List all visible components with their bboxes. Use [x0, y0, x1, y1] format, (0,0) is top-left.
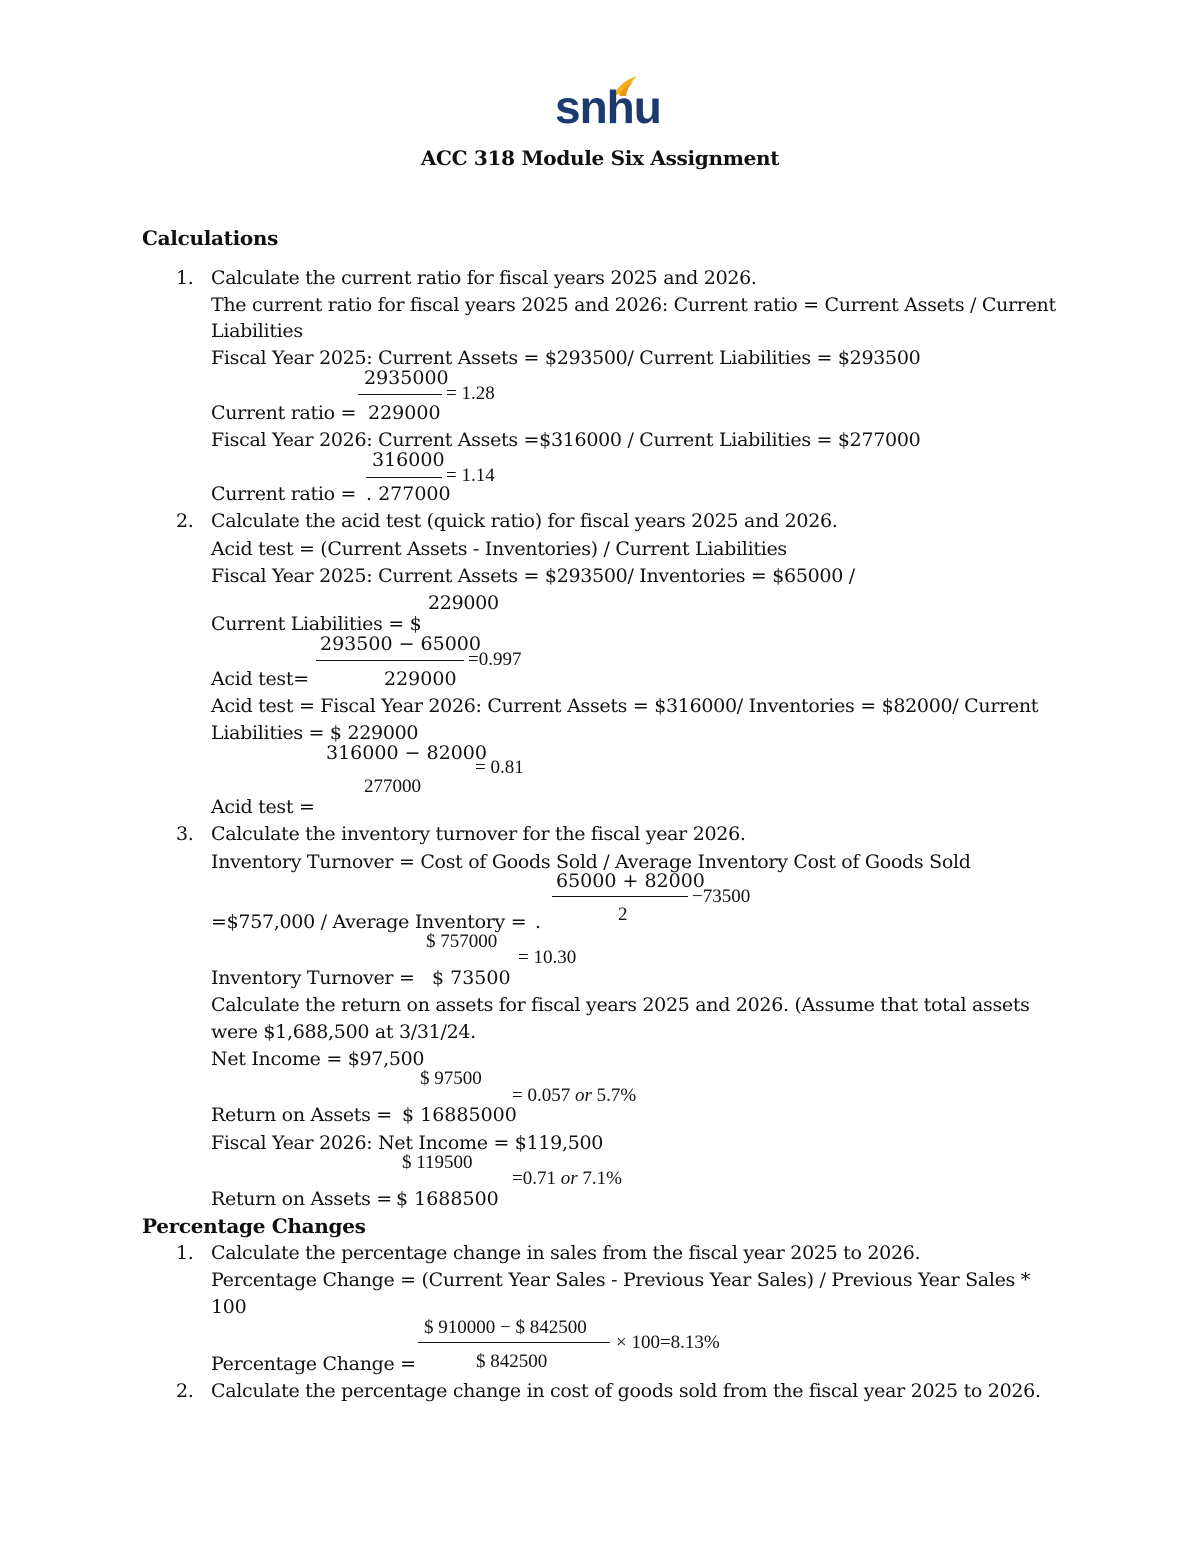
- section-heading-calculations: Calculations: [142, 226, 279, 250]
- q1-fraction1-result: = 1.28: [446, 383, 495, 404]
- roa2-numerator: $ 119500: [402, 1152, 473, 1173]
- roa-fy2026-net-income: Fiscal Year 2026: Net Income = $119,500: [211, 1132, 604, 1154]
- q1-definition-line2: Liabilities: [211, 320, 303, 342]
- p1-fraction-label: Percentage Change =: [211, 1353, 416, 1375]
- q1-fraction1-bar: [358, 394, 442, 395]
- q3-average-denominator: 2: [618, 904, 628, 925]
- q1-definition-line1: The current ratio for fiscal years 2025 and 2026: Current ratio = Current Assets / Current: [211, 294, 1056, 316]
- q1-fraction2-label: Current ratio =: [211, 483, 357, 505]
- q2-fraction2-numerator: 316000 − 82000: [326, 742, 487, 764]
- q1-fraction2-numerator: 316000: [372, 449, 445, 471]
- q2-fy2026-line2: Liabilities = $ 229000: [211, 722, 419, 744]
- q3-turnover-denominator: $ 73500: [432, 967, 511, 989]
- q1-number: 1.: [176, 267, 194, 289]
- snhu-logo: [555, 74, 661, 134]
- roa1-result: [512, 1086, 636, 1106]
- q2-fy2025-liabilities-value: 229000: [428, 592, 499, 614]
- roa1-result-percent: 5.7%: [591, 1085, 637, 1106]
- roa-question-line1: Calculate the return on assets for fiscal years 2025 and 2026. (Assume that total assets: [211, 994, 1030, 1016]
- roa-question-line2: were $1,688,500 at 3/31/24.: [211, 1021, 476, 1043]
- p1-question: Calculate the percentage change in sales from the fiscal year 2025 to 2026.: [211, 1242, 921, 1264]
- q3-average-result: −73500: [692, 886, 751, 907]
- roa2-result-or: or: [560, 1168, 578, 1189]
- roa1-result-or: or: [574, 1085, 592, 1106]
- roa1-result-value: = 0.057: [512, 1085, 575, 1106]
- q2-question: Calculate the acid test (quick ratio) for fiscal years 2025 and 2026.: [211, 510, 838, 532]
- q1-question: Calculate the current ratio for fiscal years 2025 and 2026.: [211, 267, 757, 289]
- q3-average-dot: .: [535, 911, 541, 933]
- q3-turnover-label: Inventory Turnover =: [211, 967, 415, 989]
- logo-wordmark: snhu: [555, 81, 661, 133]
- p1-fraction-numerator: $ 910000 − $ 842500: [424, 1317, 587, 1338]
- p1-definition-line1: Percentage Change = (Current Year Sales - Previous Year Sales) / Previous Year Sales *: [211, 1269, 1030, 1291]
- roa1-label: Return on Assets =: [211, 1104, 392, 1126]
- q3-number: 3.: [176, 823, 194, 845]
- q3-average-numerator: 65000 + 82000: [556, 870, 705, 892]
- q2-fraction1-numerator: 293500 − 65000: [320, 633, 481, 655]
- section-heading-percentage-changes: Percentage Changes: [142, 1214, 366, 1238]
- document-title: ACC 318 Module Six Assignment: [420, 146, 780, 170]
- q1-fraction2-result: = 1.14: [446, 465, 495, 486]
- q2-fraction2-result: = 0.81: [475, 757, 524, 778]
- q2-fraction1-bar: [316, 660, 464, 661]
- q1-fraction1-denominator: 229000: [368, 402, 441, 424]
- q3-cogs-line: =$757,000 / Average Inventory =: [211, 911, 527, 933]
- roa1-numerator: $ 97500: [420, 1068, 482, 1089]
- roa-net-income-2025: Net Income = $97,500: [211, 1048, 425, 1070]
- p1-fraction-bar: [418, 1342, 610, 1343]
- p2-question: Calculate the percentage change in cost of goods sold from the fiscal year 2025 to 2026.: [211, 1380, 1041, 1402]
- p1-definition-line2: 100: [211, 1296, 247, 1318]
- p2-number: 2.: [176, 1380, 194, 1402]
- q1-fraction1-label: Current ratio =: [211, 402, 357, 424]
- q3-question: Calculate the inventory turnover for the fiscal year 2026.: [211, 823, 746, 845]
- q1-fy2026-values: Fiscal Year 2026: Current Assets =$316000 / Current Liabilities = $277000: [211, 429, 921, 451]
- q3-definition: Inventory Turnover = Cost of Goods Sold / Average Inventory Cost of Goods Sold: [211, 851, 971, 873]
- q2-fraction1-denominator: 229000: [384, 668, 457, 690]
- roa1-denominator: $ 16885000: [402, 1104, 517, 1126]
- q2-definition: Acid test = (Current Assets - Inventories) / Current Liabilities: [211, 538, 787, 560]
- q1-fraction1-numerator: 2935000: [364, 367, 449, 389]
- q2-fy2026-line1: Acid test = Fiscal Year 2026: Current Assets = $316000/ Inventories = $82000/ Current: [211, 695, 1039, 717]
- p1-fraction-result: × 100=8.13%: [616, 1332, 720, 1353]
- roa2-label: Return on Assets =: [211, 1188, 392, 1210]
- q2-fraction1-result: =0.997: [468, 649, 522, 670]
- roa2-result-value: =0.71: [512, 1168, 561, 1189]
- q2-fraction1-label: Acid test=: [211, 668, 309, 690]
- q1-fy2025-values: Fiscal Year 2025: Current Assets = $293500/ Current Liabilities = $293500: [211, 347, 921, 369]
- q2-fy2025-values: Fiscal Year 2025: Current Assets = $293500/ Inventories = $65000 /: [211, 565, 855, 587]
- p1-number: 1.: [176, 1242, 194, 1264]
- roa2-denominator: $ 1688500: [396, 1188, 499, 1210]
- q1-fraction2-denominator: . 277000: [366, 483, 451, 505]
- q3-turnover-result: = 10.30: [518, 947, 577, 968]
- q3-average-bar: [552, 896, 688, 897]
- roa2-result: [512, 1169, 622, 1189]
- q2-number: 2.: [176, 510, 194, 532]
- p1-fraction-denominator: $ 842500: [476, 1351, 548, 1372]
- roa2-result-percent: 7.1%: [577, 1168, 622, 1189]
- q2-fraction2-label: Acid test =: [211, 796, 315, 818]
- q3-turnover-numerator: $ 757000: [426, 931, 498, 952]
- q1-fraction2-bar: [366, 477, 442, 478]
- q2-fraction2-denominator: 277000: [364, 776, 421, 797]
- q2-fy2025-liabilities-label: Current Liabilities = $: [211, 613, 422, 635]
